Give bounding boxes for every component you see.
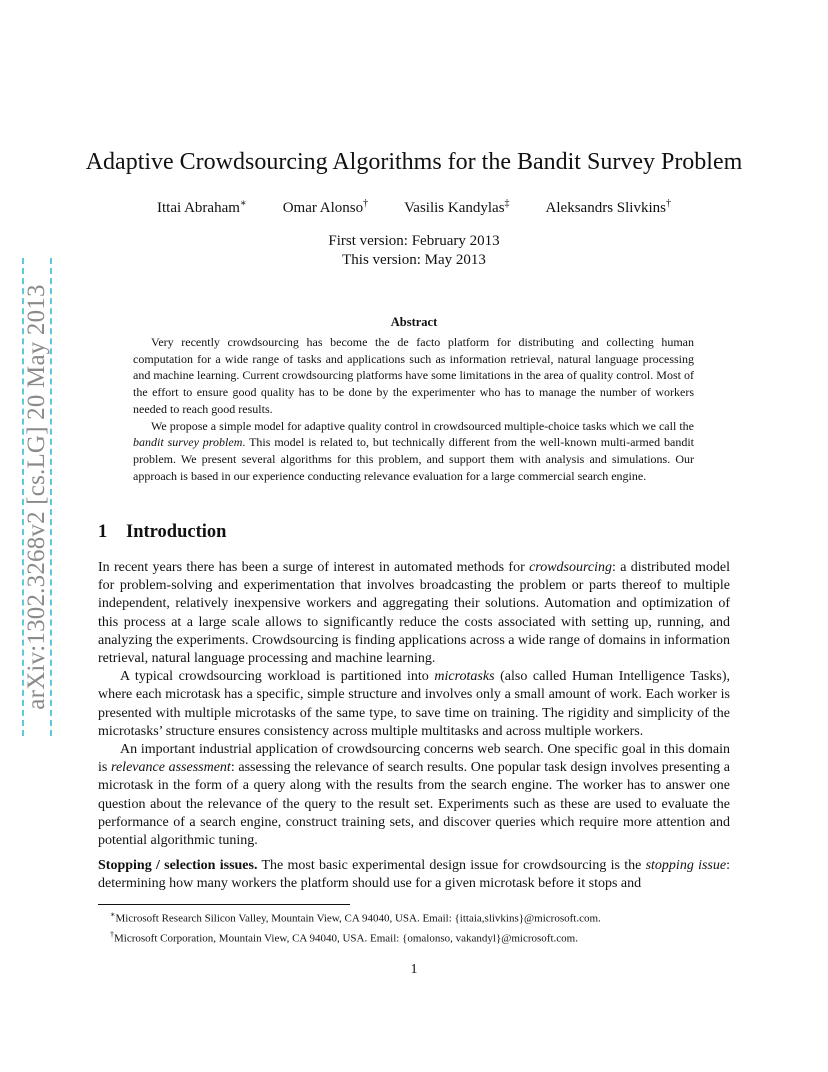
version-info — [0, 232, 828, 270]
footnote: ∗Microsoft Research Silicon Valley, Mountain View, CA 94040, USA. Email: {ittaia,slivkins}@microsoft.com. — [110, 910, 601, 925]
author: Aleksandrs Slivkins† — [545, 198, 671, 216]
abstract-body — [133, 334, 694, 484]
page-number: 1 — [410, 962, 418, 977]
paper-title: Adaptive Crowdsourcing Algorithms for the Bandit Survey Problem — [85, 149, 743, 175]
body-paragraph: A typical crowdsourcing workload is partitioned into microtasks (also called Human Intelligence Tasks), where each microtask has a specific, simple structure and involves only a small amount of work. Each worker is presented with multiple microtasks of the same type, to save time on training. The rigidity and simplicity of the microtasks’ structure ensures consistency across multiple multitasks and across multiple workers. — [98, 669, 730, 739]
arxiv-identifier: arXiv:1302.3268v2 [cs.LG] 20 May 2013 — [23, 284, 50, 710]
author-list — [0, 198, 828, 217]
abstract-paragraph: We propose a simple model for adaptive quality control in crowdsourced multiple-choice tasks which we call the bandit survey problem. This model is related to, but technically different from the well-known multi-armed bandit problem. We present several algorithms for this problem, and support them with analysis and simulations. Our approach is based in our experience conducting relevance evaluation for a large commercial search engine. — [133, 418, 694, 483]
body-paragraph: An important industrial application of crowdsourcing concerns web search. One specific goal in this domain is relevance assessment: assessing the relevance of search results. One popular task design involves presenting a microtask in the form of a query along with the results from the search engine. The worker has to answer one question about the relevance of the query to the result set. Experiments such as these are used to evaluate the performance of a search engine, construct training sets, and discover queries which require more attention and potential algorithmic tuning. — [98, 742, 731, 849]
footnote-divider — [98, 904, 350, 905]
abstract-paragraph: Very recently crowdsourcing has become the de facto platform for distributing and collecting human computation for a wide range of tasks and applications such as information retrieval, natural language processing and machine learning. Current crowdsourcing platforms have some limitations in the area of quality control. Most of the effort to ensure good quality has to be done by the experimenter who has to manage the number of workers needed to reach good results. — [133, 335, 694, 416]
body-paragraph: In recent years there has been a surge of interest in automated methods for crowdsourcing: a distributed model for problem-solving and experimentation that involves broadcasting the problem or parts thereof to multiple independent, relatively inexpensive workers and aggregating their solutions. Automation and optimization of this process at a large scale allows to significantly reduce the costs associated with setting up, running, and analyzing the experiments. Crowdsourcing is finding applications across a wide range of domains in information retrieval, natural language processing and machine learning. — [98, 560, 730, 667]
author: Ittai Abraham∗ — [157, 198, 247, 216]
author: Omar Alonso† — [282, 198, 369, 216]
footnotes — [98, 907, 730, 946]
this-version: This version: May 2013 — [342, 252, 486, 268]
author: Vasilis Kandylas‡ — [404, 198, 510, 216]
section-number: 1 — [98, 522, 108, 542]
footnote: †Microsoft Corporation, Mountain View, CA 94040, USA. Email: {omalonso, vakandyl}@microsoft.com. — [110, 929, 578, 945]
body-paragraph: Stopping / selection issues. The most basic experimental design issue for crowdsourcing is the stopping issue: determining how many workers the platform should use for a given microtask before it stops and — [98, 858, 730, 892]
abstract-heading: Abstract — [390, 315, 438, 329]
body-text — [98, 559, 730, 894]
section-title: Introduction — [126, 522, 227, 542]
section-heading — [98, 522, 226, 543]
first-version: First version: February 2013 — [328, 233, 500, 249]
